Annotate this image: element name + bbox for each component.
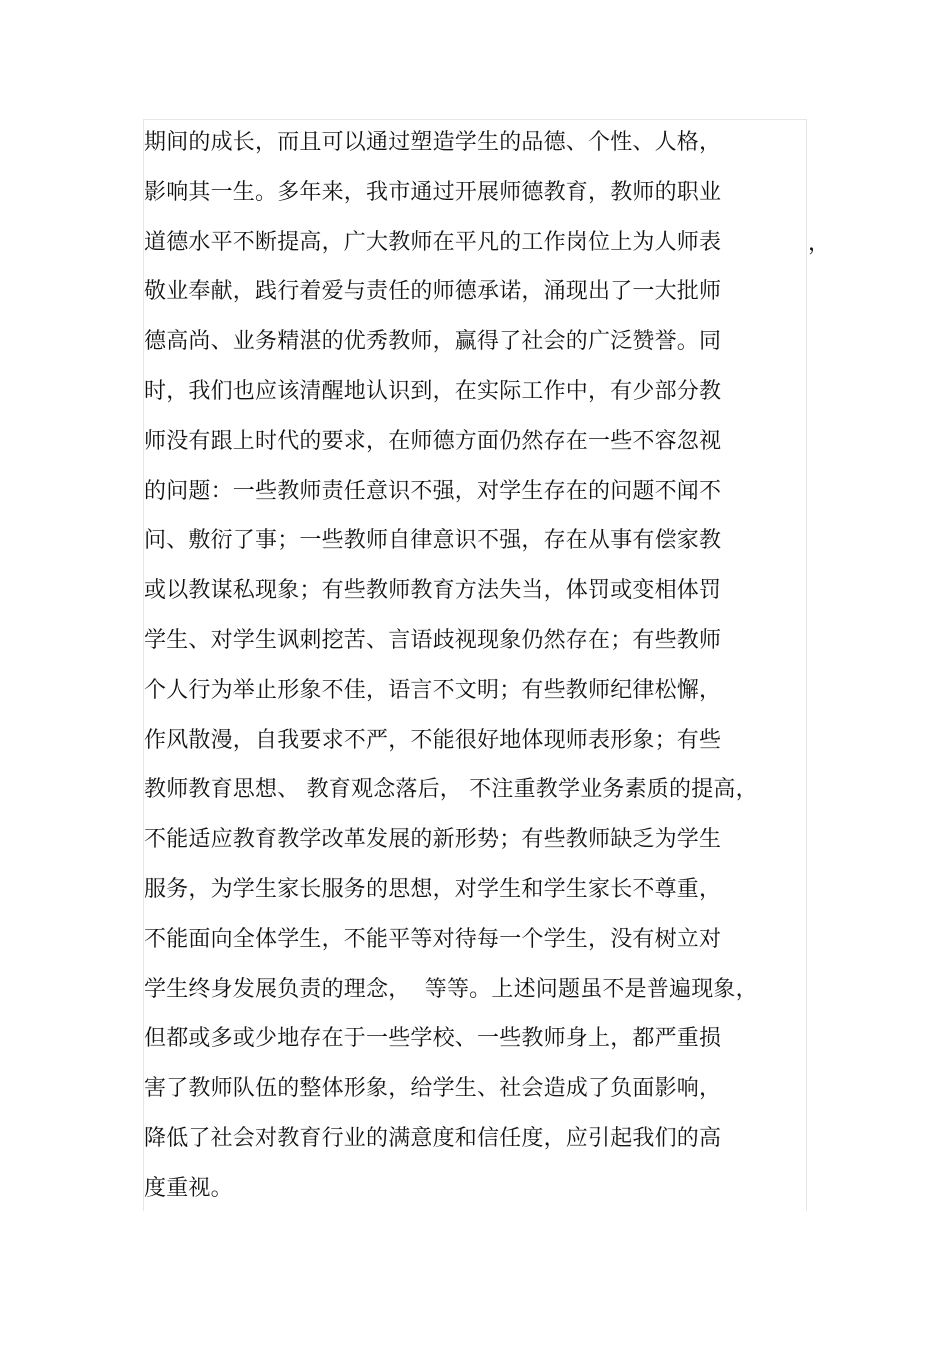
text-line: 德高尚、业务精湛的优秀教师，赢得了社会的广泛赞誉。同	[144, 329, 722, 355]
text-line: 个人行为举止形象不佳，语言不文明；有些教师纪律松懈，	[144, 677, 722, 703]
text-line: 期间的成长，而且可以通过塑造学生的品德、个性、人格，	[144, 130, 722, 155]
text-line: 不能适应教育教学改革发展的新形势；有些教师缺乏为学生	[144, 827, 722, 853]
text-line: 问、敷衍了事；一些教师自律意识不强，存在从事有偿家教	[144, 528, 722, 554]
text-line: 或以教谋私现象；有些教师教育方法失当，体罚或变相体罚	[144, 578, 722, 604]
text-line: 学生终身发展负责的理念， 等等。上述问题虽不是普遍现象，	[144, 976, 758, 1002]
text-line: 作风散漫，自我要求不严，不能很好地体现师表形象；有些	[144, 727, 722, 753]
text-line: 时，我们也应该清醒地认识到，在实际工作中，有少部分教	[144, 378, 722, 404]
text-line: 学生、对学生讽刺挖苦、言语歧视现象仍然存在；有些教师	[144, 627, 722, 653]
text-line: 道德水平不断提高，广大教师在平凡的工作岗位上为人师表	[144, 229, 722, 255]
text-line: 不能面向全体学生，不能平等对待每一个学生，没有树立对	[144, 926, 722, 952]
text-line: 教师教育思想、 教育观念落后， 不注重教学业务素质的提高，	[144, 777, 758, 803]
text-line: 度重视。	[144, 1175, 233, 1201]
text-line: 降低了社会对教育行业的满意度和信任度，应引起我们的高	[144, 1125, 722, 1151]
text-line: 服务，为学生家长服务的思想，对学生和学生家长不尊重，	[144, 876, 722, 902]
text-line: 敬业奉献，践行着爱与责任的师德承诺，涌现出了一大批师	[144, 279, 722, 305]
text-line: 但都或多或少地存在于一些学校、一些教师身上，都严重损	[144, 1026, 722, 1052]
document-body	[144, 118, 804, 1214]
text-line: 的问题：一些教师责任意识不强，对学生存在的问题不闻不	[144, 478, 722, 504]
text-line: 影响其一生。多年来，我市通过开展师德教育，教师的职业	[144, 179, 722, 205]
text-line: 害了教师队伍的整体形象，给学生、社会造成了负面影响，	[144, 1076, 722, 1102]
text-line: 师没有跟上时代的要求，在师德方面仍然存在一些不容忽视	[144, 428, 722, 454]
margin-punctuation: ，	[808, 231, 831, 256]
